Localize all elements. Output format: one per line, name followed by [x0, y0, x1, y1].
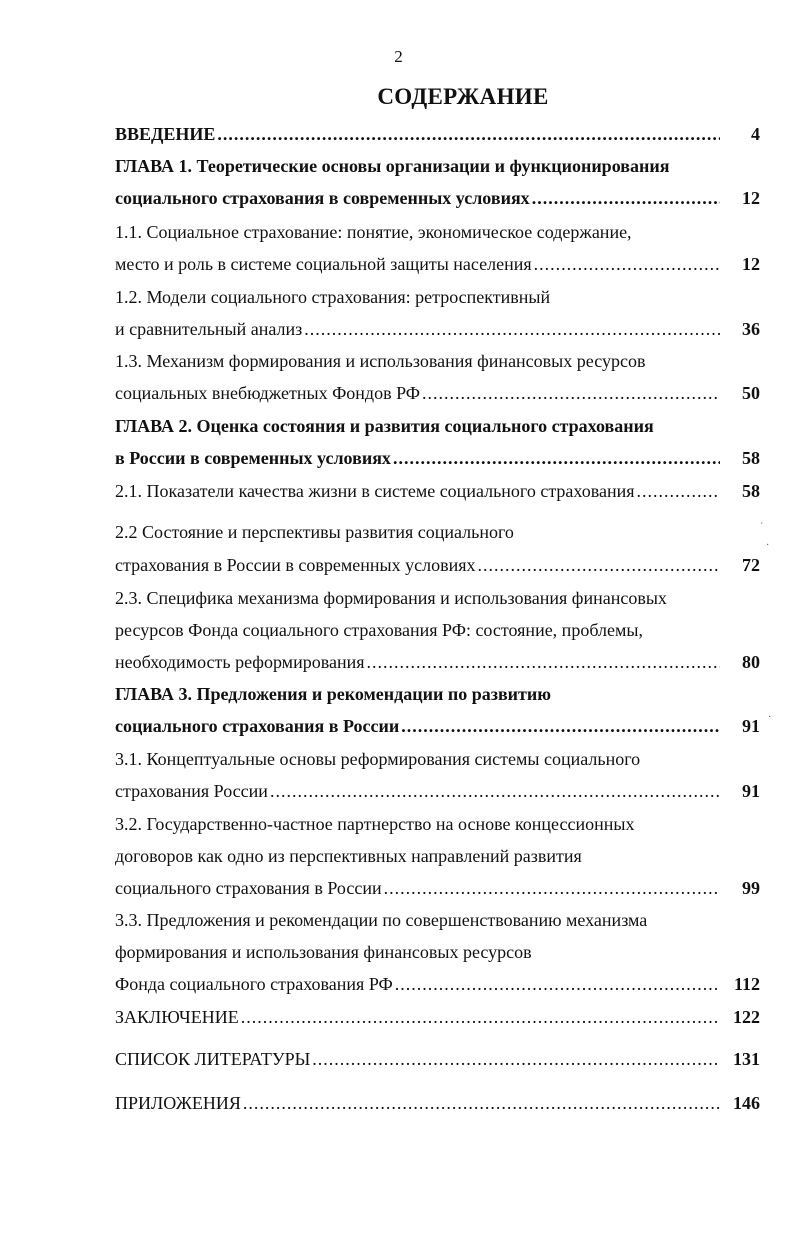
- toc-entry-page: 4: [751, 124, 760, 144]
- toc-entry-text: страхования России: [115, 781, 268, 801]
- toc-entry-1-1: [115, 250, 760, 278]
- toc-entry-text: Фонда социального страхования РФ: [115, 974, 393, 994]
- toc-entry-text: ГЛАВА 2. Оценка состояния и развития социального страхования: [115, 416, 654, 436]
- toc-entry-3-3-line-1: [115, 906, 760, 934]
- toc-entry-text: место и роль в системе социальной защиты населения: [115, 254, 532, 274]
- toc-entry-text: социального страхования в России: [115, 716, 400, 736]
- toc-entry-3-1: [115, 777, 760, 805]
- toc-entry-page: 112: [733, 974, 760, 994]
- toc-entry-chapter-1: [115, 184, 760, 212]
- toc-entry-text: формирования и использования финансовых ресурсов: [115, 942, 532, 962]
- toc-entry-text: 3.1. Концептуальные основы реформирования системы социального: [115, 749, 641, 769]
- toc-entry-page: 131: [733, 1049, 760, 1069]
- page-title: СОДЕРЖАНИЕ: [377, 84, 549, 109]
- toc-entry-page: 122: [733, 1007, 760, 1027]
- toc-entry-text: необходимость реформирования: [115, 652, 365, 672]
- toc-entry-text: 1.1. Социальное страхование: понятие, экономическое содержание,: [115, 222, 632, 242]
- toc-entry-text: ВВЕДЕНИЕ: [115, 124, 216, 144]
- toc-entry-3-2: [115, 874, 760, 902]
- toc-entry-page: 91: [742, 716, 760, 736]
- toc-entry-text: 3.3. Предложения и рекомендации по совершенствованию механизма: [115, 910, 648, 930]
- toc-entry-page: 99: [742, 878, 760, 898]
- toc-entry-3-2-line-1: [115, 810, 760, 838]
- toc-entry-3-3-line-2: [115, 938, 760, 966]
- toc-entry-page: 58: [742, 481, 760, 501]
- toc-entry-appendices: [115, 1089, 760, 1117]
- toc-entry-text: ГЛАВА 1. Теоретические основы организации и функционирования: [115, 156, 670, 176]
- toc-entry-3-3: [115, 970, 760, 998]
- toc-entry-1-1-line-1: [115, 218, 760, 246]
- toc-entry-text: в России в современных условиях: [115, 448, 391, 468]
- toc-entry-references: [115, 1045, 760, 1073]
- toc-entry-text: 2.2 Состояние и перспективы развития социального: [115, 522, 514, 542]
- toc-entry-text: и сравнительный анализ: [115, 319, 303, 339]
- toc-entry-1-3: [115, 379, 760, 407]
- toc-entry-page: 36: [742, 319, 760, 339]
- toc-entry-text: социальных внебюджетных Фондов РФ: [115, 383, 421, 403]
- toc-entry-text: договоров как одно из перспективных направлений развития: [115, 846, 582, 866]
- toc-entry-page: 80: [742, 652, 760, 672]
- toc-entry-2-2: [115, 551, 760, 579]
- toc-entry-3-2-line-2: [115, 842, 760, 870]
- toc-entry-2-2-line-1: [115, 518, 760, 546]
- toc-entry-text: страхования в России в современных условиях: [115, 555, 476, 575]
- toc-entry-chapter-2-line-1: [115, 412, 760, 440]
- toc-entry-page: 12: [742, 254, 760, 274]
- toc-entry-text: ресурсов Фонда социального страхования РФ: состояние, проблемы,: [115, 620, 643, 640]
- scan-speck: ·: [768, 712, 772, 723]
- toc-entry-page: 91: [742, 781, 760, 801]
- toc-entry-text: 1.3. Механизм формирования и использования финансовых ресурсов: [115, 351, 646, 371]
- toc-entry-2-1: [115, 477, 760, 505]
- toc-entry-introduction: [115, 120, 760, 148]
- toc-entry-page: 50: [742, 383, 760, 403]
- toc-entry-text: 1.2. Модели социального страхования: ретроспективный: [115, 287, 551, 307]
- scan-speck: ·: [766, 540, 770, 551]
- toc-entry-page: 58: [742, 448, 760, 468]
- toc-entry-text: 2.1. Показатели качества жизни в системе социального страхования: [115, 481, 635, 501]
- scan-speck: ´: [760, 522, 764, 533]
- toc-entry-chapter-1-line-1: [115, 152, 760, 180]
- toc-entry-text: СПИСОК ЛИТЕРАТУРЫ: [115, 1049, 311, 1069]
- toc-entry-2-3-line-2: [115, 616, 760, 644]
- toc-entry-2-3-line-1: [115, 584, 760, 612]
- toc-entry-text: 2.3. Специфика механизма формирования и использования финансовых: [115, 588, 667, 608]
- toc-entry-1-2-line-1: [115, 283, 760, 311]
- toc-entry-text: 3.2. Государственно-частное партнерство на основе концессионных: [115, 814, 635, 834]
- toc-entry-text: ПРИЛОЖЕНИЯ: [115, 1093, 241, 1113]
- toc-entry-page: 72: [742, 555, 760, 575]
- toc-entry-page: 12: [742, 188, 760, 208]
- toc-entry-conclusion: [115, 1003, 760, 1031]
- toc-entry-chapter-2: [115, 444, 760, 472]
- page-number: 2: [394, 47, 403, 66]
- toc-entry-2-3: [115, 648, 760, 676]
- toc-entry-text: ГЛАВА 3. Предложения и рекомендации по развитию: [115, 684, 551, 704]
- toc-entry-text: социального страхования в современных условиях: [115, 188, 530, 208]
- toc-entry-text: ЗАКЛЮЧЕНИЕ: [115, 1007, 239, 1027]
- toc-entry-text: социального страхования в России: [115, 878, 382, 898]
- toc-entry-page: 146: [733, 1093, 760, 1113]
- toc-entry-3-1-line-1: [115, 745, 760, 773]
- toc-entry-chapter-3: [115, 712, 760, 740]
- toc-entry-1-3-line-1: [115, 347, 760, 375]
- toc-entry-1-2: [115, 315, 760, 343]
- toc-entry-chapter-3-line-1: [115, 680, 760, 708]
